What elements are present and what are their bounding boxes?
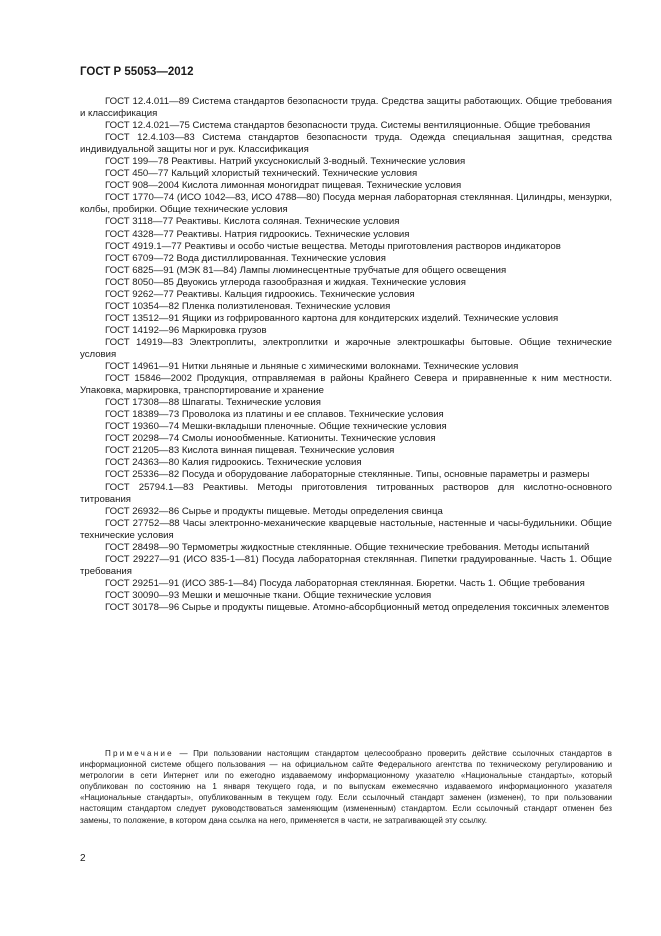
reference-item: ГОСТ 14919—83 Электроплиты, электроплитки и жарочные электрошкафы бытовые. Общие технические условия — [80, 336, 612, 360]
reference-item: ГОСТ 6709—72 Вода дистиллированная. Технические условия — [105, 252, 386, 264]
reference-item: ГОСТ 17308—88 Шпагаты. Технические условия — [105, 397, 321, 409]
normative-references-list — [80, 96, 612, 614]
page-number: 2 — [80, 853, 86, 864]
reference-item: ГОСТ 10354—82 Пленка полиэтиленовая. Технические условия — [105, 300, 391, 312]
reference-item: ГОСТ 26932—86 Сырье и продукты пищевые. Методы определения свинца — [105, 505, 443, 517]
reference-item: ГОСТ 14192—96 Маркировка грузов — [105, 324, 267, 336]
reference-item: ГОСТ 6825—91 (МЭК 81—84) Лампы люминесцентные трубчатые для общего освещения — [105, 264, 507, 276]
reference-item: ГОСТ 27752—88 Часы электронно-механические кварцевые настольные, настенные и часы-будильники. Общие технические условия — [80, 517, 612, 541]
reference-item: ГОСТ 199—78 Реактивы. Натрий уксуснокислый 3-водный. Технические условия — [105, 156, 466, 168]
reference-item: ГОСТ 30178—96 Сырье и продукты пищевые. Атомно-абсорбционный метод определения токсичных элементов — [105, 601, 610, 613]
document-header: ГОСТ Р 55053—2012 — [80, 66, 194, 78]
reference-item: ГОСТ 28498—90 Термометры жидкостные стеклянные. Общие технические требования. Методы испытаний — [105, 541, 590, 553]
reference-item: ГОСТ 25794.1—83 Реактивы. Методы приготовления титрованных растворов для кислотно-основного титрования — [80, 481, 612, 505]
reference-item: ГОСТ 19360—74 Мешки-вкладыши пленочные. Общие технические условия — [105, 421, 447, 433]
reference-item: ГОСТ 4919.1—77 Реактивы и особо чистые вещества. Методы приготовления растворов индикаторов — [105, 240, 561, 252]
reference-item: ГОСТ 8050—85 Двуокись углерода газообразная и жидкая. Технические условия — [105, 276, 466, 288]
reference-item: ГОСТ 21205—83 Кислота винная пищевая. Технические условия — [105, 445, 395, 457]
reference-item: ГОСТ 29227—91 (ИСО 835-1—81) Посуда лабораторная стеклянная. Пипетки градуированные. Часть 1. Общие требования — [80, 553, 612, 577]
note-label: Примечание — [105, 749, 174, 758]
reference-item: ГОСТ 12.4.103—83 Система стандартов безопасности труда. Одежда специальная защитная, средства индивидуальной защиты ног и рук. Классификация — [80, 132, 612, 156]
reference-item: ГОСТ 450—77 Кальций хлористый технический. Технические условия — [105, 168, 418, 180]
reference-item: ГОСТ 1770—74 (ИСО 1042—83, ИСО 4788—80) Посуда мерная лабораторная стеклянная. Цилиндры, мензурки, колбы, пробирки. Общие технические условия — [80, 192, 612, 216]
reference-item: ГОСТ 15846—2002 Продукция, отправляемая в районы Крайнего Севера и приравненные к ним местности. Упаковка, маркировка, транспортирование и хранение — [80, 373, 612, 397]
reference-item: ГОСТ 3118—77 Реактивы. Кислота соляная. Технические условия — [105, 216, 400, 228]
note-paragraph — [80, 748, 612, 826]
reference-item: ГОСТ 25336—82 Посуда и оборудование лабораторные стеклянные. Типы, основные параметры и размеры — [105, 469, 590, 481]
reference-item: ГОСТ 24363—80 Калия гидроокись. Технические условия — [105, 457, 362, 469]
reference-item: ГОСТ 908—2004 Кислота лимонная моногидрат пищевая. Технические условия — [105, 180, 462, 192]
reference-item: ГОСТ 14961—91 Нитки льняные и льняные с химическими волокнами. Технические условия — [105, 361, 519, 373]
reference-item: ГОСТ 13512—91 Ящики из гофрированного картона для кондитерских изделий. Технические условия — [105, 312, 559, 324]
reference-item: ГОСТ 12.4.021—75 Система стандартов безопасности труда. Системы вентиляционные. Общие требования — [105, 120, 591, 132]
note-text: — При пользовании настоящим стандартом целесообразно проверить действие ссылочных стандартов в информационной системе общего пользования — на официальном сайте Федерального агентства по техническому регулированию и метрологии в сети Интернет или по ежегодно издаваемому информационному указателю «Национальные стандарты», который опубликован по состоянию на 1 января текущего года, и по выпускам ежемесячно издаваемого информационного указателя «Национальные стандарты», опубликованным в текущем году. Если ссылочный стандарт заменен (изменен), то при пользовании настоящим стандартом следует руководствоваться заменяющим (измененным) стандартом. Если ссылочный стандарт отменен без замены, то положение, в котором дана ссылка на него, применяется в части, не затрагивающей эту ссылку. — [80, 749, 612, 825]
reference-item: ГОСТ 4328—77 Реактивы. Натрия гидроокись. Технические условия — [105, 228, 410, 240]
reference-item: ГОСТ 30090—93 Мешки и мешочные ткани. Общие технические условия — [105, 589, 432, 601]
reference-item: ГОСТ 12.4.011—89 Система стандартов безопасности труда. Средства защиты работающих. Общие требования и классификация — [80, 96, 612, 120]
reference-item: ГОСТ 18389—73 Проволока из платины и ее сплавов. Технические условия — [105, 409, 444, 421]
reference-item: ГОСТ 29251—91 (ИСО 385-1—84) Посуда лабораторная стеклянная. Бюретки. Часть 1. Общие требования — [105, 577, 585, 589]
reference-item: ГОСТ 9262—77 Реактивы. Кальция гидроокись. Технические условия — [105, 288, 415, 300]
reference-item: ГОСТ 20298—74 Смолы ионообменные. Катиониты. Технические условия — [105, 433, 436, 445]
